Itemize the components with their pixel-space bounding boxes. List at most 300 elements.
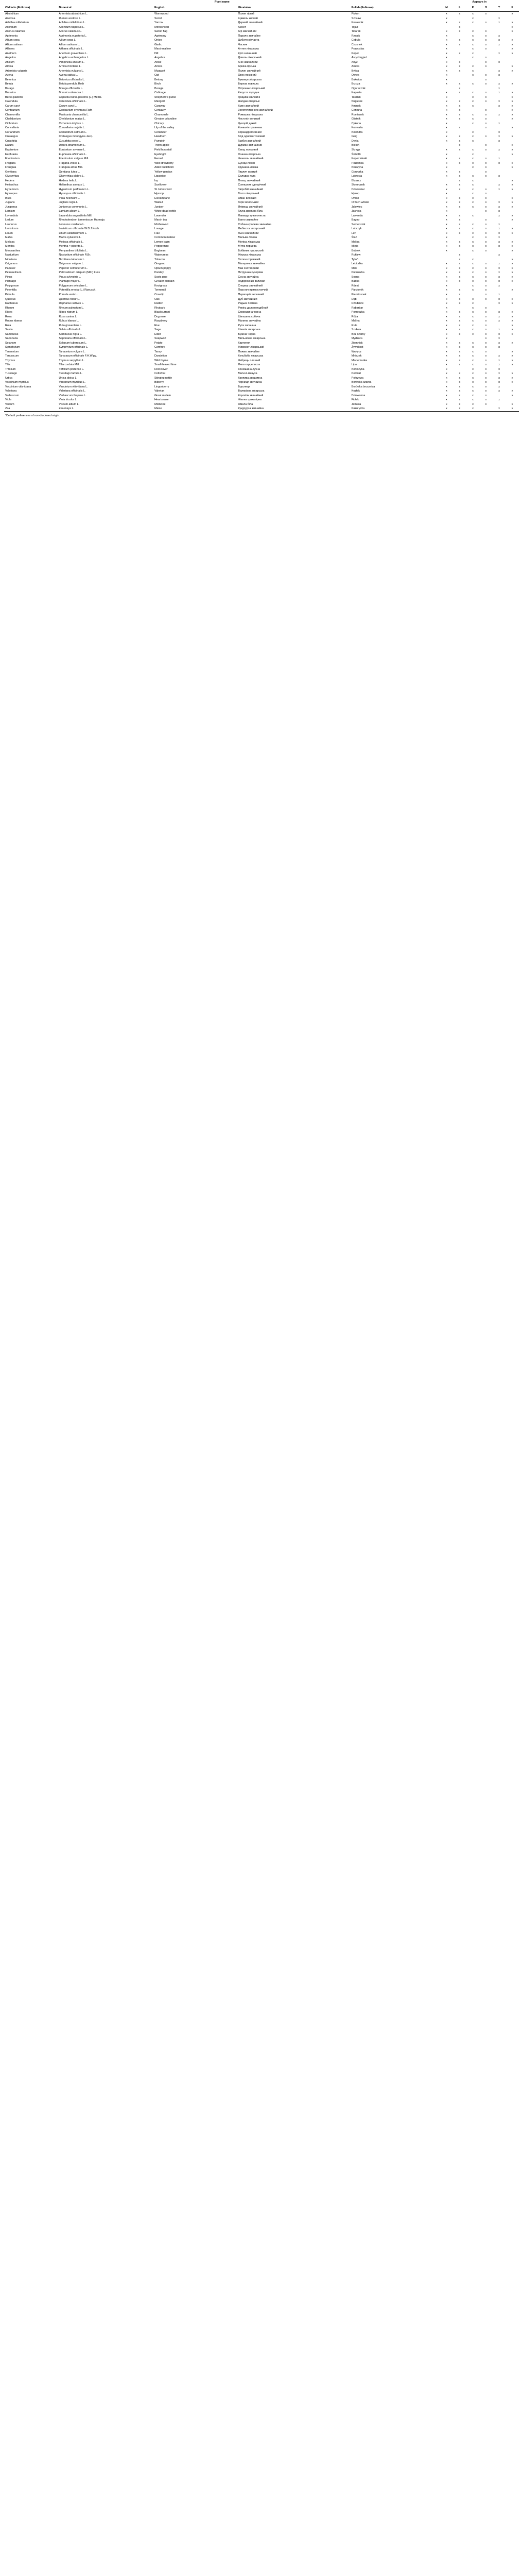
appears-in-mark: x: [485, 385, 487, 388]
appears-in-mark: x: [446, 376, 447, 380]
table-cell: Sosna: [351, 275, 360, 279]
appears-in-mark: x: [472, 152, 474, 156]
appears-in-mark: x: [446, 170, 447, 174]
table-cell: Arnika: [351, 65, 360, 69]
appears-in-mark: x: [459, 135, 461, 139]
appears-in-mark: x: [511, 144, 513, 147]
appears-in-mark: x: [459, 223, 461, 226]
appears-in-mark: x: [459, 319, 461, 323]
appears-in-mark: x: [446, 240, 447, 244]
table-cell: Lovage: [154, 227, 164, 231]
table-cell: Prawoślaz: [351, 47, 364, 51]
appears-in-mark: [479, 406, 493, 411]
table-cell: Datura stramonium L.: [59, 144, 86, 147]
appears-in-mark: [493, 288, 506, 293]
appears-in-mark: x: [498, 201, 500, 205]
appears-in-mark: x: [472, 306, 474, 310]
table-cell: Ivy: [154, 179, 158, 182]
appears-in-mark: x: [485, 245, 487, 248]
appears-in-mark: x: [446, 372, 447, 376]
table-cell: Sunflower: [154, 183, 167, 187]
appears-in-mark: [505, 284, 519, 289]
table-cell: Dandelion: [154, 354, 167, 358]
table-cell: Betonica officinalis L.: [59, 78, 85, 81]
appears-in-mark: [453, 16, 466, 21]
appears-in-mark: x: [485, 262, 487, 266]
appears-in-mark: [505, 122, 519, 126]
appears-in-mark: x: [446, 126, 447, 130]
appears-in-mark: [466, 78, 480, 82]
appears-in-mark: x: [485, 188, 487, 191]
appears-in-mark: x: [498, 104, 500, 108]
appears-in-mark: [453, 367, 466, 372]
table-cell: Betula: [5, 82, 13, 86]
appears-in-mark: [505, 253, 519, 258]
appears-in-mark: x: [472, 262, 474, 266]
appears-in-mark: x: [511, 372, 513, 376]
table-row: [4, 389, 519, 394]
table-row: [4, 332, 519, 337]
appears-in-mark: x: [459, 196, 461, 200]
appears-in-mark: x: [446, 293, 447, 296]
appears-in-mark: [453, 336, 466, 341]
appears-in-mark: x: [446, 16, 447, 20]
appears-in-mark: x: [472, 249, 474, 252]
appears-in-mark: [440, 253, 454, 258]
table-cell: Althaea: [5, 47, 15, 51]
table-cell: Mak: [351, 266, 357, 270]
appears-in-mark: x: [485, 284, 487, 287]
appears-in-mark: x: [446, 363, 447, 367]
table-cell: Brzoza: [351, 82, 360, 86]
table-row: [4, 161, 519, 166]
table-cell: Motherwort: [154, 223, 168, 226]
appears-in-mark: x: [511, 271, 513, 275]
table-cell: Собача кропива звичайна: [238, 223, 272, 226]
appears-in-mark: x: [459, 280, 461, 283]
table-cell: Буквиця лікарська: [238, 78, 262, 81]
table-cell: Menyanthes: [5, 249, 21, 252]
appears-in-mark: x: [511, 188, 513, 191]
appears-in-mark: x: [446, 21, 447, 25]
table-cell: Rumianek: [351, 113, 364, 116]
table-row: [4, 218, 519, 223]
appears-in-mark: x: [446, 175, 447, 178]
appears-in-mark: x: [511, 47, 513, 51]
table-row: [4, 214, 519, 218]
appears-in-mark: x: [446, 34, 447, 38]
table-cell: Tatarak: [351, 30, 361, 33]
table-cell: Mugwort: [154, 69, 165, 73]
column-header: English: [153, 6, 237, 12]
table-cell: Melissa officinalis L.: [59, 240, 84, 244]
table-cell: Аконіт: [238, 25, 247, 29]
table-cell: Цикорій дикий: [238, 122, 257, 125]
table-cell: Mniszek: [351, 354, 362, 358]
appears-in-mark: x: [446, 394, 447, 397]
table-cell: Мак снотворний: [238, 266, 259, 270]
appears-in-mark: x: [472, 139, 474, 143]
table-cell: Bez czarny: [351, 332, 365, 336]
table-cell: Elder: [154, 332, 161, 336]
table-cell: Valeriana: [5, 389, 17, 393]
table-row: [4, 288, 519, 293]
footnote: *Default preferences of non-disclosed origin.: [5, 414, 60, 417]
appears-in-mark: x: [485, 315, 487, 318]
table-cell: Viscum album L.: [59, 402, 80, 406]
appears-in-mark: [479, 301, 493, 306]
appears-in-mark: [479, 87, 493, 91]
appears-in-mark: x: [485, 319, 487, 323]
table-cell: Coriander: [154, 130, 167, 134]
appears-in-mark: x: [459, 346, 461, 349]
table-row: [4, 56, 519, 60]
appears-in-mark: x: [459, 328, 461, 332]
table-cell: Menyanthes trifoliata L.: [59, 249, 88, 252]
table-row: [4, 134, 519, 139]
appears-in-mark: [440, 179, 454, 183]
appears-in-mark: x: [498, 82, 500, 86]
appears-in-mark: x: [498, 275, 500, 279]
table-cell: Fiołek: [351, 398, 359, 402]
appears-in-mark: [440, 143, 454, 148]
appears-in-mark: x: [511, 100, 513, 104]
table-cell: Viola tricolor L.: [59, 398, 77, 402]
table-cell: Жеруха лікарська: [238, 253, 261, 257]
table-row: [4, 104, 519, 109]
table-cell: Scots pine: [154, 275, 168, 279]
appears-in-mark: x: [472, 284, 474, 287]
appears-in-mark: x: [511, 245, 513, 248]
table-cell: Чистотіл великий: [238, 117, 260, 121]
table-cell: Глід одноматочковий: [238, 135, 265, 139]
appears-in-mark: x: [511, 69, 513, 73]
table-cell: Wild strawberry: [154, 161, 174, 165]
table-cell: Ślaz: [351, 236, 357, 240]
table-cell: Juglans regia L.: [59, 201, 79, 205]
table-cell: Głóg: [351, 135, 358, 139]
table-cell: Hypericum: [5, 188, 19, 191]
appears-in-mark: [505, 336, 519, 341]
table-cell: Hedera: [5, 179, 14, 182]
table-cell: Крушина ламка: [238, 166, 258, 170]
appears-in-mark: x: [459, 350, 461, 353]
appears-in-mark: x: [485, 341, 487, 345]
table-group-header-row: [4, 0, 519, 6]
appears-in-mark: [453, 284, 466, 289]
table-row: [4, 253, 519, 258]
table-cell: Mydlnica: [351, 337, 363, 341]
appears-in-mark: x: [511, 196, 513, 200]
table-cell: Viola: [5, 398, 11, 402]
table-cell: Great mullein: [154, 394, 171, 397]
table-cell: Tanacetum: [5, 350, 19, 353]
table-cell: Oman: [351, 196, 359, 200]
appears-in-mark: x: [446, 223, 447, 226]
appears-in-mark: x: [511, 218, 513, 222]
appears-in-mark: x: [498, 214, 500, 217]
appears-in-mark: x: [498, 293, 500, 296]
appears-in-mark: x: [511, 258, 513, 261]
appears-in-mark: x: [511, 315, 513, 318]
table-cell: Centaury: [154, 109, 166, 112]
appears-in-mark: x: [485, 227, 487, 231]
table-cell: Sambucus nigra L.: [59, 332, 82, 336]
appears-in-mark: [493, 95, 506, 100]
table-cell: Rzepik: [351, 34, 360, 38]
appears-in-mark: [505, 73, 519, 78]
appears-in-mark: x: [498, 43, 500, 46]
appears-in-mark: [466, 87, 480, 91]
appears-in-mark: [466, 126, 480, 130]
appears-in-mark: x: [511, 275, 513, 279]
table-row: [4, 43, 519, 47]
appears-in-mark: x: [472, 367, 474, 371]
appears-in-mark: x: [498, 39, 500, 42]
appears-in-mark: x: [446, 69, 447, 73]
table-cell: Vaccinium myrtillus: [5, 381, 29, 384]
appears-in-mark: x: [472, 359, 474, 362]
appears-in-mark: x: [472, 157, 474, 161]
table-cell: Allium sativum: [5, 43, 23, 46]
appears-in-mark: x: [459, 161, 461, 165]
table-row: [4, 21, 519, 25]
appears-in-mark: [453, 152, 466, 157]
table-row: [4, 354, 519, 359]
appears-in-mark: x: [472, 258, 474, 261]
table-row: [4, 258, 519, 262]
table-row: [4, 91, 519, 95]
appears-in-mark: x: [459, 39, 461, 42]
appears-in-mark: [466, 25, 480, 30]
appears-in-mark: x: [511, 231, 513, 235]
appears-in-mark: [453, 56, 466, 60]
table-row: [4, 87, 519, 91]
table-cell: Bylica: [351, 69, 359, 73]
appears-in-mark: [493, 117, 506, 122]
table-cell: Ribes nigrum L.: [59, 311, 79, 314]
appears-in-mark: x: [446, 205, 447, 209]
table-cell: Tilia cordata Mill.: [59, 363, 80, 367]
appears-in-mark: [493, 108, 506, 113]
appears-in-mark: x: [472, 407, 474, 411]
appears-in-mark: x: [472, 341, 474, 345]
table-row: [4, 12, 519, 16]
appears-in-mark: x: [511, 43, 513, 46]
appears-in-mark: x: [498, 157, 500, 161]
table-cell: Podbiał: [351, 372, 361, 376]
appears-in-mark: x: [446, 359, 447, 362]
appears-in-mark: x: [511, 30, 513, 33]
appears-in-mark: x: [485, 122, 487, 125]
appears-in-mark: [505, 34, 519, 39]
appears-in-mark: x: [511, 205, 513, 209]
appears-in-mark: [479, 69, 493, 74]
table-cell: Agrimony: [154, 34, 166, 38]
table-row: [4, 47, 519, 52]
appears-in-mark: x: [485, 280, 487, 283]
table-row: [4, 310, 519, 315]
appears-in-mark: x: [472, 91, 474, 95]
appears-in-mark: x: [446, 152, 447, 156]
appears-in-mark: x: [472, 196, 474, 200]
appears-in-mark: x: [485, 148, 487, 151]
appears-in-mark: x: [498, 161, 500, 165]
table-cell: Trifolium pratense L.: [59, 367, 84, 371]
table-cell: Кукурудза звичайна: [238, 407, 264, 411]
appears-in-mark: x: [472, 188, 474, 191]
appears-in-mark: x: [446, 117, 447, 121]
appears-in-mark: x: [459, 183, 461, 187]
table-cell: Хвощ польовий: [238, 148, 258, 151]
appears-in-mark: [505, 306, 519, 311]
table-cell: Walnut: [154, 201, 163, 205]
appears-in-mark: x: [485, 117, 487, 121]
table-cell: Convallaria majalis L.: [59, 126, 85, 130]
table-cell: Ribes: [5, 311, 12, 314]
table-cell: Chamomilla: [5, 113, 20, 116]
table-cell: Leonurus: [5, 223, 17, 226]
table-row: [4, 196, 519, 201]
table-cell: Kolendra: [351, 130, 363, 134]
table-row: [4, 82, 519, 87]
table-cell: Kozłek: [351, 389, 360, 393]
table-cell: Avena: [5, 74, 13, 77]
table-cell: Hypericum perforatum L.: [59, 188, 90, 191]
appears-in-mark: x: [498, 21, 500, 25]
appears-in-mark: x: [498, 332, 500, 336]
appears-in-mark: x: [498, 236, 500, 240]
table-cell: Щавель кислий: [238, 16, 258, 20]
appears-in-mark: x: [472, 21, 474, 25]
table-row: [4, 319, 519, 324]
column-header: Ukrainian: [237, 6, 350, 12]
table-cell: Lukrecja: [351, 175, 362, 178]
appears-in-mark: x: [459, 297, 461, 301]
appears-in-mark: [466, 336, 480, 341]
appears-in-mark: [493, 179, 506, 183]
table-row: [4, 192, 519, 196]
table-cell: Dziewanna: [351, 394, 365, 397]
table-cell: Valeriana officinalis L.: [59, 389, 86, 393]
table-cell: Anyż: [351, 60, 358, 64]
table-cell: Coriandrum sativum L.: [59, 130, 87, 134]
table-row: [4, 341, 519, 346]
appears-in-mark: x: [472, 275, 474, 279]
appears-in-mark: x: [511, 104, 513, 108]
table-cell: Шавлія лікарська: [238, 328, 260, 332]
appears-in-mark: x: [446, 315, 447, 318]
appears-in-mark: x: [459, 293, 461, 296]
table-cell: Гісоп лікарський: [238, 192, 259, 196]
appears-in-mark: [505, 60, 519, 65]
appears-in-mark: x: [511, 91, 513, 95]
table-cell: Pumpkin: [154, 139, 165, 143]
table-cell: Calendula officinalis L.: [59, 100, 87, 104]
appears-in-mark: x: [485, 359, 487, 362]
table-cell: Elecampane: [154, 196, 170, 200]
table-row: [4, 38, 519, 43]
appears-in-mark: [505, 157, 519, 161]
table-cell: Artemisia absinthium L.: [59, 12, 88, 15]
appears-in-mark: x: [511, 117, 513, 121]
appears-in-mark: x: [485, 56, 487, 60]
table-cell: Flax: [154, 231, 160, 235]
table-cell: Thymus: [5, 359, 15, 362]
appears-in-mark: x: [446, 332, 447, 336]
appears-in-mark: x: [485, 175, 487, 178]
table-cell: Rubus idaeus: [5, 319, 22, 323]
appears-in-mark: x: [446, 381, 447, 384]
table-cell: Trifolium: [5, 367, 16, 371]
table-cell: Конюшина лучна: [238, 367, 260, 371]
appears-in-mark: x: [472, 402, 474, 406]
appears-in-mark: [479, 52, 493, 56]
table-cell: Artemisia vulgaris L.: [59, 69, 84, 73]
table-row: [4, 73, 519, 78]
table-row: [4, 170, 519, 175]
table-cell: Золототисячник звичайний: [238, 109, 273, 112]
appears-in-mark: x: [485, 337, 487, 341]
appears-in-mark: x: [485, 218, 487, 222]
table-row: [4, 179, 519, 183]
table-row: [4, 143, 519, 148]
table-cell: Спориш звичайний: [238, 284, 263, 287]
table-row: [4, 244, 519, 249]
appears-in-mark: x: [459, 170, 461, 174]
appears-in-mark: x: [472, 113, 474, 116]
appears-in-mark: x: [446, 82, 447, 86]
table-cell: St John's wort: [154, 188, 172, 191]
appears-in-mark: x: [511, 249, 513, 252]
table-cell: Hyzop: [351, 192, 360, 196]
table-cell: Кмин звичайний: [238, 104, 259, 108]
table-cell: Картопля: [238, 341, 250, 345]
table-cell: Helianthus annuus L.: [59, 183, 85, 187]
appears-in-mark: x: [498, 210, 500, 213]
table-cell: Pinus: [5, 275, 12, 279]
appears-in-mark: x: [446, 341, 447, 345]
appears-in-mark: x: [459, 262, 461, 266]
appears-in-mark: x: [511, 25, 513, 29]
table-cell: Zea mays L.: [59, 407, 75, 411]
appears-in-mark: x: [459, 311, 461, 314]
table-cell: Ялівець звичайний: [238, 205, 263, 209]
appears-in-mark: x: [511, 389, 513, 393]
appears-in-mark: x: [472, 346, 474, 349]
appears-in-mark: [466, 60, 480, 65]
table-cell: Arnica: [5, 65, 13, 69]
appears-in-mark: x: [459, 25, 461, 29]
table-row: [4, 240, 519, 245]
table-cell: Allium sativum L.: [59, 43, 80, 46]
appears-in-mark: x: [511, 376, 513, 380]
table-cell: Koniczyna: [351, 367, 364, 371]
appears-in-mark: [479, 258, 493, 262]
appears-in-mark: x: [485, 161, 487, 165]
table-cell: Chelidonium majus L.: [59, 117, 86, 121]
table-cell: Borago officinalis L.: [59, 87, 83, 90]
table-cell: Cichorium: [5, 122, 18, 125]
appears-in-mark: x: [485, 21, 487, 25]
appears-in-mark: x: [459, 82, 461, 86]
appears-in-group-header: Appears in: [472, 1, 487, 4]
table-cell: Serdecznik: [351, 223, 365, 226]
appears-in-mark: x: [511, 341, 513, 345]
table-row: [4, 69, 519, 74]
table-cell: Mięta: [351, 245, 358, 248]
table-row: [4, 306, 519, 311]
